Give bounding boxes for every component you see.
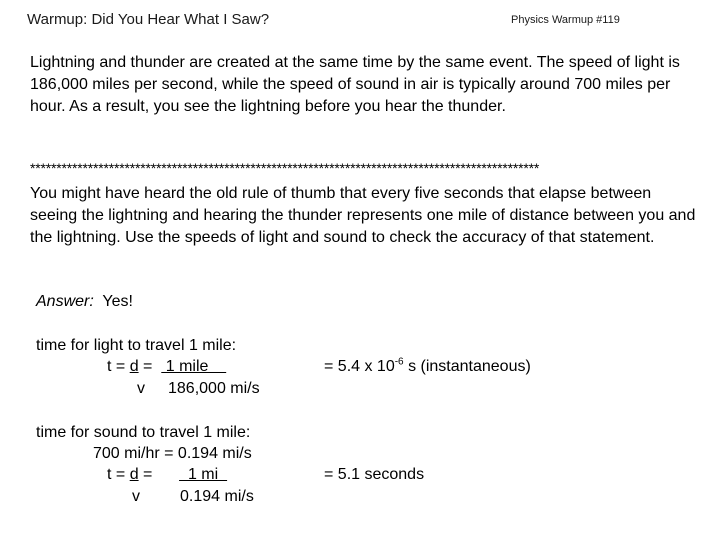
answer-line (36, 293, 133, 311)
light-result-exponent: -6 (394, 356, 404, 368)
light-velocity-value: 186,000 mi/s (168, 380, 260, 397)
light-result-prefix: = 5.4 x 10 (324, 358, 395, 375)
sound-distance-symbol: d (129, 466, 139, 483)
intro-paragraph: Lightning and thunder are created at the same time by the same event. The speed of light is 186,000 miles per second, while the speed of sound in air is typically around 700 miles per hour. As a result, you see the lightning before you hear the thunder. (30, 54, 680, 115)
sound-equation-numerator (107, 466, 227, 484)
sound-eq-mid: = (138, 466, 180, 483)
sound-eq-prefix: t = (107, 466, 130, 483)
sound-distance-value: 1 mi (179, 466, 228, 483)
answer-value: Yes! (102, 293, 133, 310)
light-heading: time for light to travel 1 mile: (36, 337, 237, 354)
warmup-number: Physics Warmup #119 (511, 14, 620, 26)
question-paragraph: You might have heard the old rule of thumb that every five seconds that elapse between seeing the lightning and hearing the thunder represents one mile of distance between you and the lightning. Use the speeds of light and sound to check the accuracy of that statement. (30, 185, 696, 246)
page-title: Warmup: Did You Hear What I Saw? (27, 11, 270, 28)
asterisk-divider: ************************************************************************************************* (30, 160, 540, 176)
sound-result: = 5.1 seconds (324, 466, 425, 483)
light-eq-mid: = (138, 358, 162, 375)
sound-velocity-symbol: v (132, 488, 140, 505)
sound-heading: time for sound to travel 1 mile: (36, 424, 251, 441)
light-eq-prefix: t = (107, 358, 130, 375)
light-distance-symbol: d (129, 358, 139, 375)
sound-velocity-value: 0.194 mi/s (180, 488, 254, 505)
light-result (324, 358, 531, 376)
light-distance-value: 1 mile (161, 358, 227, 375)
sound-conversion: 700 mi/hr = 0.194 mi/s (93, 445, 252, 462)
light-result-suffix: s (instantaneous) (403, 358, 531, 375)
light-velocity-symbol: v (137, 380, 145, 397)
answer-label: Answer: (36, 293, 94, 310)
light-equation-numerator (107, 358, 226, 376)
